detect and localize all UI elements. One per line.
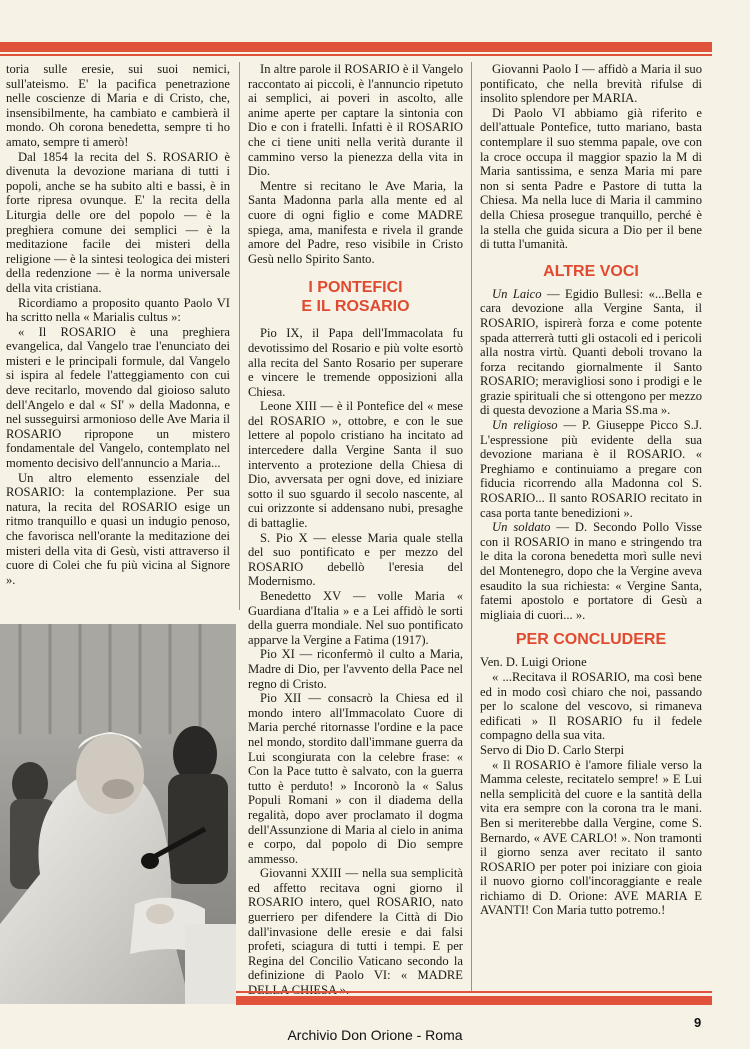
top-red-rule: [0, 42, 712, 52]
pope-photo-illustration: [0, 624, 236, 1004]
paragraph: Giovanni Paolo I — affidò a Maria il suo pontificato, che nella brevità rifulse di insolito splendore per MARIA.: [480, 62, 702, 106]
voice-text: — D. Secondo Pollo Visse con il ROSARIO in mano e stringendo tra le dita la corona benedetta morì sulle nevi del Montenegro, dopo che la Vergine aveva esaudito la sua richiesta: « Vergine Santa, fatemi apostolo e portatore di Gesù a migliaia di cuori... ».: [480, 520, 702, 622]
voice-text: — P. Giuseppe Picco S.J. L'espressione più evidente della sua devozione mariana è il ROSARIO. « Preghiamo e continuiamo a pregare con fiducia ricorrendo alla Madonna col S. ROSARIO... Il santo ROSARIO recitato in casa porta tante benedizioni ».: [480, 418, 702, 520]
section-heading-altre-voci: ALTRE VOCI: [543, 262, 639, 280]
heading-line: I PONTEFICI: [308, 279, 403, 297]
page-number: 9: [694, 1015, 702, 1030]
quote-paragraph: « Il ROSARIO è una preghiera evangelica, dal Vangelo trae l'enunciato dei misteri e le principali formule, dal Vangelo si ispira al fedele l'atteggiamento con cui deve recitarlo, movendo dal gioioso saluto dell'Angelo e dal « SI' » della Madonna, e nel susseguirsi armonioso delle Ave Maria il ROSARIO ripropone un mistero fondamentale del Vangelo, contemplato nel momento decisivo dell'annuncio a Maria...: [6, 324, 230, 471]
paragraph: toria sulle eresie, sui suoi nemici, sull'ateismo. E' la pacifica penetrazione nelle coscienze di Maria e di Cristo, che, insensibilmente, ha cambiato e cambierà il mondo. Oh corona benedetta, sempre ti ho amato, sempre ti amerò!: [6, 62, 230, 149]
paragraph: Pio XI — riconfermò il culto a Maria, Madre di Dio, per l'avvento della Pace nel regno di Cristo.: [248, 647, 463, 691]
voice-label: Un Laico: [492, 286, 542, 301]
paragraph: Di Paolo VI abbiamo già riferito e dell'attuale Pontefice, tutto mariano, basta contemplare il suo stemma papale, ove con la croce occupa il maggior spazio la M di Maria santissima, e senza Maria mi pare non si senta Padre e Pastore di tutta la Chiesa. Ma nella luce di Maria il cammino della Chiesa prosegue tranquillo, perché è la stella che guida sicura a Dio per il bene di tutta l'umanità.: [480, 105, 702, 252]
article-column-1: [6, 62, 230, 610]
section-heading-pontefici: [248, 278, 463, 316]
paragraph: Pio XII — consacrò la Chiesa ed il mondo intero all'Immacolato Cuore di Maria perché ritornasse l'ordine e la pace nel mondo, stordito dall'immane guerra da Lui scongiurata con la celebre frase: « Con la Pace tutto è salvato, con la guerra tutto è perduto! » Incoronò la « Salus Populi Romani » con il diadema della regalità, dopo aver proclamato il dogma dell'Assunzione di Maria al cielo in anima e corpo, dal popolo di Dio sempre ammesso.: [248, 691, 463, 866]
section-heading-per-concludere: PER CONCLUDERE: [515, 631, 667, 649]
column-divider-2: [471, 62, 472, 992]
article-column-3: [480, 62, 702, 997]
paragraph: Leone XIII — è il Pontefice del « mese del ROSARIO », ottobre, e con le sue lettere al popolo cristiano ha incitato ad intercedere dalla Vergine Santa il suo intervento a protezione della Chiesa di Dio, avversata per ogni dove, ed iniziare sotto il suo sguardo il secolo nascente, al cui orizzonte si addensano nubi, presaghe di battaglie.: [248, 399, 463, 531]
pope-photo: [0, 624, 236, 1004]
paragraph: Pio IX, il Papa dell'Immacolata fu devotissimo del Rosario e più volte esortò alla recita del Santo Rosario per superare e vincere le tremende opposizioni alla Chiesa.: [248, 326, 463, 399]
paragraph: « ...Recitava il ROSARIO, ma così bene ed in modo così chiaro che noi, passando per lo scalone del vescovo, si rimaneva edificati » Il ROSARIO fu il fedele compagno della sua vita.: [480, 669, 702, 743]
paragraph: Benedetto XV — volle Maria « Guardiana d'Italia » e a Lei affidò le sorti della guerra mondiale. Nel suo pontificato apparve la Vergine a Fatima (1917).: [248, 589, 463, 647]
paragraph: Mentre si recitano le Ave Maria, la Santa Madonna parla alla mente ed al cuore di ogni figlio e come MADRE spiega, ama, manifesta e rivela il grande amore del Padre, reso visibile in Cristo Gesù nello Spirito Santo.: [248, 178, 463, 266]
bottom-red-thin-rule: [236, 991, 712, 993]
paragraph-religioso: [480, 418, 702, 520]
speaker-name: Servo di Dio D. Carlo Sterpi: [480, 742, 625, 757]
quote-paragraph: Un altro elemento essenziale del ROSARIO: la contemplazione. Per sua natura, la recita del ROSARIO esige un ritmo tranquillo e quasi un indugio penoso, che favorisca nell'orante la meditazione dei misteri della vita di Gesù, visti attraverso il cuore di Colei che fu più vicina al Signore ».: [6, 470, 230, 587]
paragraph-soldato: [480, 520, 702, 622]
paragraph: Giovanni XXIII — nella sua semplicità ed affetto recitava ogni giorno il ROSARIO intero, quel ROSARIO, nato guerriero per difendere la Città di Dio dall'invasione delle eresie e dai falsi profeti, sciagura di tutti i tempi. E per Regina del Concilio Vaticano secondo la definizione di Paolo VI: « MADRE: [248, 866, 463, 983]
top-red-thin-rule: [0, 54, 712, 56]
column-divider-1: [239, 62, 240, 610]
paragraph: « Il ROSARIO è l'amore filiale verso la Mamma celeste, recitatelo sempre! » E Lui nella semplicità del cuore e la santità della vita era sempre con la corona tra le mani. Ben si meriterebbe dalla Vergine, come S. Bernardo, « AVE CARLO! ». Non tramonti il giorno senza aver recitato il santo ROSARIO per poter poi iniziare con gioia il nuovo giorno coll'incoraggiante e reale richiamo di D. Orione: AVE MARIA E AVANTI! Con Maria tutto potremo.!: [480, 757, 702, 918]
paragraph: S. Pio X — elesse Maria quale stella del suo pontificato e per mezzo del ROSARIO debellò l'eresia del Modernismo.: [248, 530, 463, 589]
voice-text: — Egidio Bullesi: «...Bella e cara devozione alla Vergine Santa, il ROSARIO, ispirerà forza e come potente spada atterrerà tutti gli ostacoli ed i pericoli alla nostra virtù. Quanti deboli trovano la forza recitando giornalmente il Santo ROSARIO; meravigliosi sono i prodigi e le grazie spirituali che si ottengono per mezzo di questa devozione a Maria SS.ma ».: [480, 286, 702, 418]
heading-line: E IL ROSARIO: [301, 298, 410, 316]
paragraph: Dal 1854 la recita del S. ROSARIO è divenuta la devozione mariana di tutti i popoli, anche se ha subito alti e bassi, è in forte ripresa ovunque. E' la recita della Liturgia delle ore del popolo — è la preghiera comune dei semplici — è la meditazione facile dei misteri della religione — è la sintesi teologica dei misteri della redenzione — è la norma universale della vita cristiana.: [6, 149, 230, 295]
speaker-name: Ven. D. Luigi Orione: [480, 655, 587, 670]
paragraph: Ricordiamo a proposito quanto Paolo VI ha scritto nella « Marialis cultus »:: [6, 295, 230, 325]
paragraph-laico: [480, 287, 702, 418]
archive-footer: Archivio Don Orione - Roma: [287, 1027, 463, 1043]
bottom-red-rule: [236, 996, 712, 1005]
voice-label: Un soldato: [492, 520, 551, 535]
voice-label: Un religioso: [492, 418, 558, 433]
article-column-2: [248, 62, 463, 997]
paragraph: In altre parole il ROSARIO è il Vangelo raccontato ai piccoli, è l'annuncio ripetuto ai semplici, ai poveri in ascolto, alle anime aperte per captare la sintonia con Dio e con i fratelli. Infatti è il ROSARIO che ci tiene uniti nella verità durante il cammino verso la pienezza della vita in Dio.: [248, 62, 463, 179]
